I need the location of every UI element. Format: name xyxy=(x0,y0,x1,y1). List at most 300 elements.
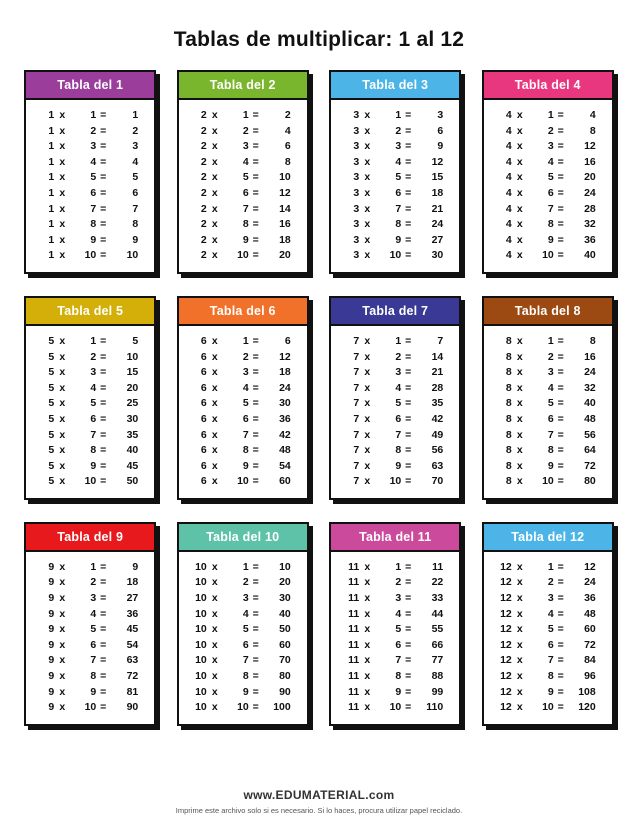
times-symbol: x xyxy=(59,381,66,394)
equals-symbol: = xyxy=(405,186,412,199)
factor-b: 6 xyxy=(242,412,249,425)
times-symbol: x xyxy=(211,670,218,683)
table-row xyxy=(32,700,148,716)
times-symbol: x xyxy=(364,654,371,667)
factor-b: 4 xyxy=(547,607,554,620)
times-symbol: x xyxy=(516,638,523,651)
table-row xyxy=(185,248,301,264)
table-row xyxy=(337,428,453,444)
times-symbol: x xyxy=(364,397,371,410)
equals-symbol: = xyxy=(405,124,412,137)
table-row xyxy=(32,591,148,607)
equals-symbol: = xyxy=(100,459,107,472)
times-symbol: x xyxy=(364,428,371,441)
factor-b: 1 xyxy=(90,560,97,573)
product-value: 18 xyxy=(279,233,291,246)
times-symbol: x xyxy=(211,155,218,168)
factor-a: 1 xyxy=(48,124,55,137)
table-row xyxy=(185,428,301,444)
product-value: 44 xyxy=(431,607,444,620)
factor-b: 7 xyxy=(547,202,554,215)
factor-b: 9 xyxy=(242,233,249,246)
factor-a: 3 xyxy=(353,233,360,246)
factor-a: 11 xyxy=(348,670,360,683)
factor-a: 11 xyxy=(348,701,360,714)
product-value: 4 xyxy=(284,124,291,137)
times-symbol: x xyxy=(516,685,523,698)
factor-b: 5 xyxy=(242,397,249,410)
table-row xyxy=(32,607,148,623)
factor-a: 6 xyxy=(200,397,207,410)
times-symbol: x xyxy=(59,186,66,199)
times-symbol: x xyxy=(59,654,66,667)
table-row xyxy=(337,575,453,591)
factor-b: 3 xyxy=(547,366,554,379)
table-card-title: Tabla del 8 xyxy=(484,298,612,326)
times-symbol: x xyxy=(211,654,218,667)
product-value: 60 xyxy=(279,638,291,651)
table-row xyxy=(490,459,606,475)
product-value: 120 xyxy=(578,701,596,714)
equals-symbol: = xyxy=(100,444,107,457)
table-card-title: Tabla del 9 xyxy=(26,524,154,552)
table-row xyxy=(32,334,148,350)
table-row xyxy=(185,170,301,186)
factor-a: 3 xyxy=(353,249,360,262)
factor-a: 1 xyxy=(48,249,55,262)
equals-symbol: = xyxy=(252,233,259,246)
equals-symbol: = xyxy=(252,381,259,394)
factor-a: 5 xyxy=(48,366,55,379)
equals-symbol: = xyxy=(405,475,412,488)
table-row xyxy=(32,459,148,475)
factor-b: 2 xyxy=(547,350,554,363)
times-symbol: x xyxy=(211,685,218,698)
table-row xyxy=(337,233,453,249)
factor-a: 4 xyxy=(505,171,512,184)
product-value: 100 xyxy=(273,701,291,714)
table-row xyxy=(185,108,301,124)
times-symbol: x xyxy=(364,186,371,199)
factor-a: 10 xyxy=(195,638,207,651)
factor-a: 2 xyxy=(200,171,207,184)
factor-b: 5 xyxy=(547,397,554,410)
factor-b: 7 xyxy=(90,654,97,667)
table-row xyxy=(337,396,453,412)
table-row xyxy=(490,638,606,654)
factor-a: 7 xyxy=(353,381,360,394)
times-symbol: x xyxy=(59,592,66,605)
times-symbol: x xyxy=(59,701,66,714)
factor-b: 10 xyxy=(389,249,402,262)
factor-b: 2 xyxy=(90,350,97,363)
times-symbol: x xyxy=(364,638,371,651)
factor-b: 3 xyxy=(242,140,249,153)
product-value: 6 xyxy=(437,124,444,137)
times-symbol: x xyxy=(59,124,66,137)
factor-b: 10 xyxy=(237,701,249,714)
product-value: 54 xyxy=(279,459,291,472)
product-value: 90 xyxy=(279,685,291,698)
equals-symbol: = xyxy=(405,444,412,457)
product-value: 6 xyxy=(284,140,291,153)
factor-a: 10 xyxy=(195,607,207,620)
factor-a: 6 xyxy=(200,334,207,347)
equals-symbol: = xyxy=(557,218,564,231)
times-symbol: x xyxy=(516,654,523,667)
product-value: 90 xyxy=(126,701,139,714)
equals-symbol: = xyxy=(100,218,107,231)
times-symbol: x xyxy=(211,701,218,714)
product-value: 25 xyxy=(126,397,139,410)
factor-a: 8 xyxy=(505,381,512,394)
equals-symbol: = xyxy=(252,560,259,573)
times-symbol: x xyxy=(516,576,523,589)
factor-a: 6 xyxy=(200,381,207,394)
factor-b: 8 xyxy=(395,670,402,683)
factor-b: 9 xyxy=(547,233,554,246)
factor-a: 6 xyxy=(200,428,207,441)
multiplication-table-card xyxy=(177,70,309,274)
factor-a: 7 xyxy=(353,412,360,425)
times-symbol: x xyxy=(516,171,523,184)
factor-a: 4 xyxy=(505,109,512,121)
factor-b: 8 xyxy=(242,444,249,457)
times-symbol: x xyxy=(364,202,371,215)
factor-a: 1 xyxy=(48,218,55,231)
equals-symbol: = xyxy=(252,475,259,488)
table-row xyxy=(337,607,453,623)
table-row xyxy=(32,428,148,444)
times-symbol: x xyxy=(516,350,523,363)
times-symbol: x xyxy=(364,140,371,153)
equals-symbol: = xyxy=(405,249,412,262)
table-row xyxy=(185,365,301,381)
factor-a: 2 xyxy=(200,109,207,121)
factor-a: 1 xyxy=(48,155,55,168)
times-symbol: x xyxy=(59,397,66,410)
equals-symbol: = xyxy=(100,202,107,215)
table-row xyxy=(185,622,301,638)
factor-b: 8 xyxy=(90,444,97,457)
equals-symbol: = xyxy=(557,109,564,121)
equals-symbol: = xyxy=(252,607,259,620)
product-value: 8 xyxy=(589,124,596,137)
card-inner xyxy=(177,296,309,500)
equals-symbol: = xyxy=(405,685,412,698)
equals-symbol: = xyxy=(100,109,107,121)
table-row xyxy=(490,155,606,171)
product-value: 64 xyxy=(584,444,596,457)
times-symbol: x xyxy=(516,444,523,457)
equals-symbol: = xyxy=(557,670,564,683)
factor-b: 2 xyxy=(90,124,97,137)
product-value: 40 xyxy=(584,249,596,262)
product-value: 9 xyxy=(132,560,139,573)
factor-b: 7 xyxy=(90,202,97,215)
factor-a: 12 xyxy=(500,670,512,683)
factor-a: 4 xyxy=(505,124,512,137)
card-inner xyxy=(482,70,614,274)
factor-a: 7 xyxy=(353,334,360,347)
table-row xyxy=(337,443,453,459)
factor-a: 11 xyxy=(348,560,360,573)
factor-b: 10 xyxy=(84,249,97,262)
factor-b: 10 xyxy=(237,475,249,488)
factor-b: 9 xyxy=(242,459,249,472)
card-inner xyxy=(329,522,461,726)
factor-a: 2 xyxy=(200,140,207,153)
table-card-title: Tabla del 4 xyxy=(484,72,612,100)
factor-a: 12 xyxy=(500,654,512,667)
factor-a: 5 xyxy=(48,428,55,441)
factor-a: 9 xyxy=(48,701,55,714)
factor-b: 3 xyxy=(547,140,554,153)
equals-symbol: = xyxy=(405,202,412,215)
factor-b: 10 xyxy=(389,475,402,488)
product-value: 16 xyxy=(279,218,291,231)
times-symbol: x xyxy=(211,202,218,215)
table-card-body xyxy=(179,326,307,498)
factor-a: 12 xyxy=(500,638,512,651)
table-row xyxy=(490,350,606,366)
factor-a: 9 xyxy=(48,685,55,698)
times-symbol: x xyxy=(211,381,218,394)
factor-b: 7 xyxy=(90,428,97,441)
factor-a: 10 xyxy=(195,685,207,698)
factor-a: 3 xyxy=(353,155,360,168)
times-symbol: x xyxy=(516,607,523,620)
factor-b: 3 xyxy=(395,592,402,605)
table-row xyxy=(32,381,148,397)
times-symbol: x xyxy=(59,249,66,262)
factor-b: 8 xyxy=(395,218,402,231)
factor-b: 4 xyxy=(242,155,249,168)
times-symbol: x xyxy=(516,701,523,714)
table-row xyxy=(490,334,606,350)
multiplication-table-card xyxy=(329,296,461,500)
times-symbol: x xyxy=(211,124,218,137)
product-value: 18 xyxy=(279,366,291,379)
equals-symbol: = xyxy=(100,428,107,441)
factor-a: 3 xyxy=(353,202,360,215)
equals-symbol: = xyxy=(252,638,259,651)
factor-a: 5 xyxy=(48,444,55,457)
table-row xyxy=(490,233,606,249)
factor-b: 6 xyxy=(242,186,249,199)
factor-a: 8 xyxy=(505,350,512,363)
table-row xyxy=(185,202,301,218)
product-value: 12 xyxy=(279,350,291,363)
product-value: 12 xyxy=(279,186,291,199)
equals-symbol: = xyxy=(252,576,259,589)
product-value: 28 xyxy=(584,202,596,215)
factor-a: 6 xyxy=(200,366,207,379)
factor-a: 6 xyxy=(200,412,207,425)
table-card-body xyxy=(179,100,307,272)
product-value: 12 xyxy=(584,560,596,573)
table-row xyxy=(490,622,606,638)
factor-b: 6 xyxy=(395,412,402,425)
times-symbol: x xyxy=(211,109,218,121)
factor-a: 12 xyxy=(500,560,512,573)
times-symbol: x xyxy=(59,140,66,153)
factor-a: 9 xyxy=(48,576,55,589)
times-symbol: x xyxy=(364,685,371,698)
product-value: 24 xyxy=(279,381,291,394)
times-symbol: x xyxy=(211,638,218,651)
table-row xyxy=(32,396,148,412)
factor-b: 1 xyxy=(242,334,249,347)
factor-b: 6 xyxy=(395,638,402,651)
factor-a: 11 xyxy=(348,623,360,636)
factor-a: 9 xyxy=(48,560,55,573)
table-row xyxy=(32,202,148,218)
page-title: Tablas de multiplicar: 1 al 12 xyxy=(173,28,465,51)
product-value: 110 xyxy=(426,701,444,714)
product-value: 30 xyxy=(279,592,291,605)
factor-a: 7 xyxy=(353,366,360,379)
table-card-body xyxy=(484,326,612,498)
equals-symbol: = xyxy=(405,109,412,121)
times-symbol: x xyxy=(211,397,218,410)
product-value: 6 xyxy=(132,186,139,199)
factor-b: 5 xyxy=(242,623,249,636)
equals-symbol: = xyxy=(100,155,107,168)
times-symbol: x xyxy=(364,366,371,379)
factor-b: 3 xyxy=(395,366,402,379)
factor-b: 6 xyxy=(90,186,97,199)
times-symbol: x xyxy=(516,366,523,379)
equals-symbol: = xyxy=(100,670,107,683)
table-row xyxy=(32,233,148,249)
equals-symbol: = xyxy=(405,607,412,620)
equals-symbol: = xyxy=(405,701,412,714)
table-card-title: Tabla del 12 xyxy=(484,524,612,552)
table-row xyxy=(490,607,606,623)
product-value: 1 xyxy=(132,109,139,121)
times-symbol: x xyxy=(211,459,218,472)
factor-b: 3 xyxy=(90,592,97,605)
product-value: 6 xyxy=(284,334,291,347)
product-value: 24 xyxy=(431,218,444,231)
factor-b: 3 xyxy=(90,366,97,379)
times-symbol: x xyxy=(59,171,66,184)
times-symbol: x xyxy=(364,218,371,231)
factor-b: 10 xyxy=(542,249,554,262)
product-value: 18 xyxy=(431,186,444,199)
factor-a: 9 xyxy=(48,670,55,683)
equals-symbol: = xyxy=(252,202,259,215)
product-value: 77 xyxy=(431,654,444,667)
times-symbol: x xyxy=(364,444,371,457)
times-symbol: x xyxy=(59,576,66,589)
factor-b: 4 xyxy=(395,607,402,620)
factor-b: 9 xyxy=(395,459,402,472)
factor-a: 1 xyxy=(48,186,55,199)
table-card-title: Tabla del 1 xyxy=(26,72,154,100)
table-row xyxy=(337,474,453,490)
table-row xyxy=(337,459,453,475)
product-value: 60 xyxy=(279,475,291,488)
table-row xyxy=(490,186,606,202)
product-value: 7 xyxy=(132,202,139,215)
product-value: 49 xyxy=(431,428,444,441)
table-card-body xyxy=(331,552,459,724)
multiplication-table-card xyxy=(329,70,461,274)
times-symbol: x xyxy=(211,607,218,620)
table-row xyxy=(185,653,301,669)
tables-grid xyxy=(22,70,616,726)
equals-symbol: = xyxy=(252,685,259,698)
equals-symbol: = xyxy=(405,412,412,425)
factor-a: 10 xyxy=(195,592,207,605)
times-symbol: x xyxy=(364,459,371,472)
table-row xyxy=(337,124,453,140)
product-value: 99 xyxy=(431,685,444,698)
equals-symbol: = xyxy=(557,701,564,714)
card-inner xyxy=(24,296,156,500)
product-value: 5 xyxy=(132,171,139,184)
product-value: 10 xyxy=(126,249,139,262)
product-value: 27 xyxy=(126,592,139,605)
product-value: 36 xyxy=(584,233,596,246)
times-symbol: x xyxy=(211,334,218,347)
product-value: 16 xyxy=(584,350,596,363)
product-value: 35 xyxy=(126,428,139,441)
table-row xyxy=(32,412,148,428)
factor-a: 3 xyxy=(353,186,360,199)
table-row xyxy=(490,591,606,607)
table-row xyxy=(490,381,606,397)
factor-a: 10 xyxy=(195,560,207,573)
table-row xyxy=(32,124,148,140)
factor-a: 8 xyxy=(505,334,512,347)
factor-b: 1 xyxy=(242,109,249,121)
product-value: 10 xyxy=(126,350,139,363)
equals-symbol: = xyxy=(100,685,107,698)
factor-b: 6 xyxy=(547,412,554,425)
table-row xyxy=(490,365,606,381)
factor-a: 2 xyxy=(200,233,207,246)
factor-b: 9 xyxy=(547,685,554,698)
factor-a: 6 xyxy=(200,350,207,363)
times-symbol: x xyxy=(59,607,66,620)
equals-symbol: = xyxy=(405,381,412,394)
product-value: 45 xyxy=(126,623,139,636)
equals-symbol: = xyxy=(100,576,107,589)
times-symbol: x xyxy=(364,233,371,246)
factor-b: 3 xyxy=(242,592,249,605)
table-row xyxy=(32,248,148,264)
equals-symbol: = xyxy=(100,623,107,636)
product-value: 80 xyxy=(584,475,596,488)
product-value: 21 xyxy=(431,366,444,379)
table-row xyxy=(490,669,606,685)
table-row xyxy=(490,685,606,701)
times-symbol: x xyxy=(211,475,218,488)
factor-a: 2 xyxy=(200,202,207,215)
times-symbol: x xyxy=(516,459,523,472)
equals-symbol: = xyxy=(557,124,564,137)
factor-a: 10 xyxy=(195,670,207,683)
table-row xyxy=(185,412,301,428)
factor-a: 1 xyxy=(48,202,55,215)
card-inner xyxy=(482,296,614,500)
product-value: 35 xyxy=(431,397,444,410)
product-value: 2 xyxy=(132,124,139,137)
table-row xyxy=(337,248,453,264)
